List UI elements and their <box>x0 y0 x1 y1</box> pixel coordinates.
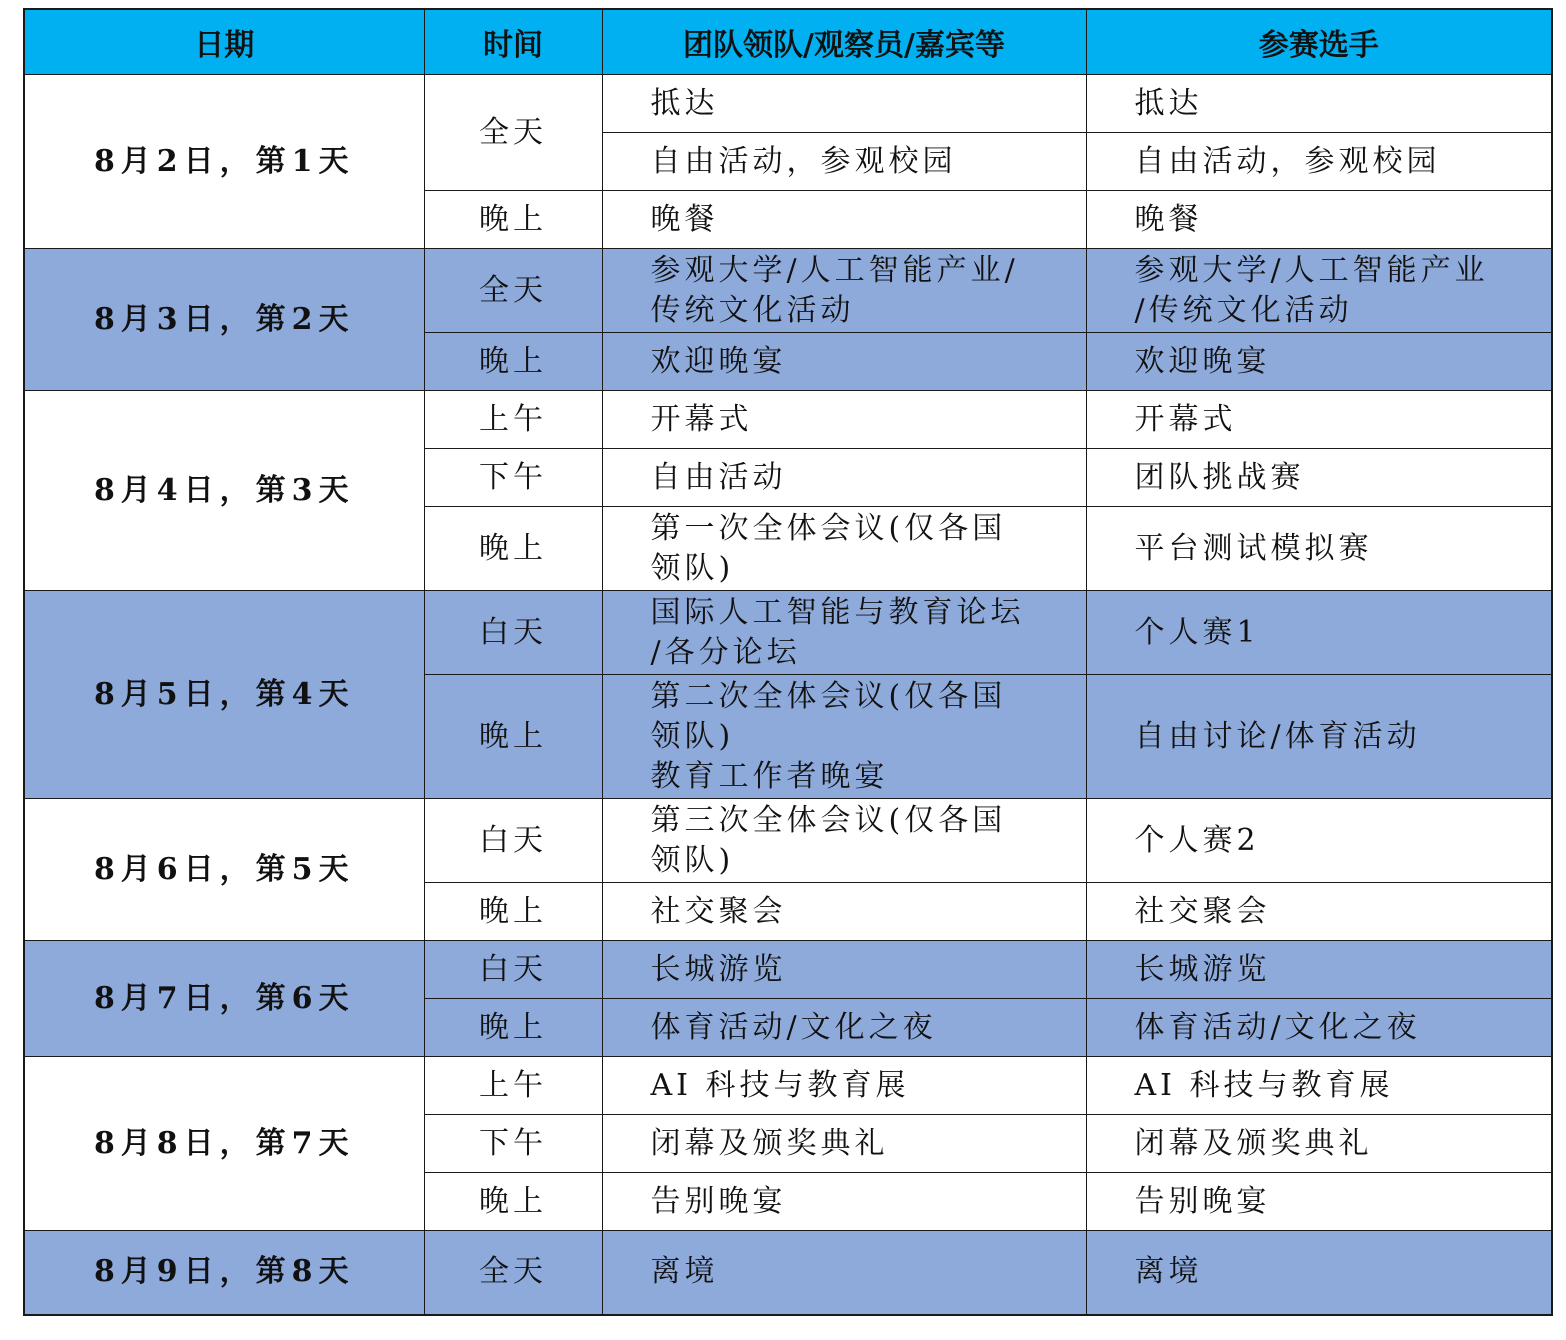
leader-activity-cell <box>602 507 1086 591</box>
student-activity-cell <box>1086 133 1552 191</box>
time-cell: 下午 <box>424 449 602 507</box>
leader-activity-cell <box>602 133 1086 191</box>
student-activity-cell <box>1086 1173 1552 1231</box>
time-cell: 晚上 <box>424 883 602 941</box>
student-activity-line: 闭幕及颁奖典礼 <box>1134 1125 1373 1161</box>
table-row <box>24 591 1552 675</box>
header-time: 时间 <box>424 9 602 75</box>
leader-activity-cell <box>602 75 1086 133</box>
leader-activity-cell <box>602 1231 1086 1315</box>
leader-activity-line: 第一次全体会议(仅各国 <box>650 510 1007 546</box>
student-activity-line: 自由讨论/体育活动 <box>1134 718 1421 754</box>
table-row <box>24 391 1552 449</box>
student-activity-cell <box>1086 883 1552 941</box>
time-cell: 晚上 <box>424 507 602 591</box>
student-activity-line: 抵达 <box>1134 85 1203 121</box>
student-activity-cell <box>1086 1231 1552 1315</box>
leader-activity-line: 自由活动 <box>650 459 787 495</box>
leader-activity-cell <box>602 191 1086 249</box>
leader-activity-line: 社交聚会 <box>650 893 787 929</box>
time-cell: 全天 <box>424 75 602 191</box>
leader-activity-line: AI 科技与教育展 <box>650 1067 910 1103</box>
student-activity-line: 平台测试模拟赛 <box>1134 530 1373 566</box>
date-cell: 8月7日，第6天 <box>24 941 424 1057</box>
student-activity-line: 参观大学/人工智能产业 <box>1134 252 1489 288</box>
date-cell: 8月3日，第2天 <box>24 249 424 391</box>
student-activity-line: /传统文化活动 <box>1134 292 1353 328</box>
header-student: 参赛选手 <box>1086 9 1552 75</box>
student-activity-cell <box>1086 799 1552 883</box>
leader-activity-line: 第二次全体会议(仅各国 <box>650 678 1007 714</box>
leader-activity-line: 领队) <box>650 842 735 878</box>
leader-activity-line: 参观大学/人工智能产业/ <box>650 252 1019 288</box>
time-cell: 全天 <box>424 1231 602 1315</box>
student-activity-cell <box>1086 191 1552 249</box>
leader-activity-line: 晚餐 <box>650 201 719 237</box>
header-date: 日期 <box>24 9 424 75</box>
student-activity-cell <box>1086 1115 1552 1173</box>
table-row <box>24 1231 1552 1315</box>
leader-activity-cell <box>602 333 1086 391</box>
student-activity-cell <box>1086 507 1552 591</box>
date-cell: 8月5日，第4天 <box>24 591 424 799</box>
header-leader: 团队领队/观察员/嘉宾等 <box>602 9 1086 75</box>
leader-activity-cell <box>602 1173 1086 1231</box>
leader-activity-cell <box>602 449 1086 507</box>
student-activity-cell <box>1086 249 1552 333</box>
student-activity-line: 社交聚会 <box>1134 893 1271 929</box>
time-cell: 下午 <box>424 1115 602 1173</box>
leader-activity-line: 长城游览 <box>650 951 787 987</box>
table-header <box>24 9 1552 75</box>
time-cell: 晚上 <box>424 675 602 799</box>
student-activity-cell <box>1086 941 1552 999</box>
table-row <box>24 941 1552 999</box>
leader-activity-line: 告别晚宴 <box>650 1183 787 1219</box>
leader-activity-cell <box>602 249 1086 333</box>
leader-activity-cell <box>602 391 1086 449</box>
leader-activity-cell <box>602 883 1086 941</box>
student-activity-cell <box>1086 391 1552 449</box>
time-cell: 白天 <box>424 941 602 999</box>
leader-activity-line: 欢迎晚宴 <box>650 343 787 379</box>
student-activity-line: 晚餐 <box>1134 201 1203 237</box>
leader-activity-line: /各分论坛 <box>650 634 801 670</box>
student-activity-line: 团队挑战赛 <box>1134 459 1305 495</box>
date-cell: 8月9日，第8天 <box>24 1231 424 1315</box>
student-activity-cell <box>1086 675 1552 799</box>
date-cell: 8月2日，第1天 <box>24 75 424 249</box>
table-body <box>24 75 1552 1315</box>
leader-activity-cell <box>602 941 1086 999</box>
student-activity-cell <box>1086 75 1552 133</box>
leader-activity-line: 自由活动，参观校园 <box>650 143 957 179</box>
leader-activity-line: 离境 <box>650 1254 719 1290</box>
date-cell: 8月8日，第7天 <box>24 1057 424 1231</box>
leader-activity-line: 领队) <box>650 550 735 586</box>
student-activity-line: 个人赛2 <box>1134 822 1260 858</box>
leader-activity-cell <box>602 1057 1086 1115</box>
student-activity-line: 自由活动，参观校园 <box>1134 143 1441 179</box>
student-activity-line: 告别晚宴 <box>1134 1183 1271 1219</box>
time-cell: 上午 <box>424 1057 602 1115</box>
time-cell: 上午 <box>424 391 602 449</box>
time-cell: 晚上 <box>424 1173 602 1231</box>
time-cell: 晚上 <box>424 333 602 391</box>
time-cell: 晚上 <box>424 999 602 1057</box>
student-activity-line: 开幕式 <box>1134 401 1237 437</box>
leader-activity-line: 领队) <box>650 718 735 754</box>
date-cell: 8月6日，第5天 <box>24 799 424 941</box>
leader-activity-cell <box>602 591 1086 675</box>
time-cell: 白天 <box>424 799 602 883</box>
student-activity-line: 体育活动/文化之夜 <box>1134 1009 1421 1045</box>
leader-activity-line: 抵达 <box>650 85 719 121</box>
student-activity-line: 欢迎晚宴 <box>1134 343 1271 379</box>
leader-activity-cell <box>602 675 1086 799</box>
student-activity-cell <box>1086 591 1552 675</box>
student-activity-cell <box>1086 999 1552 1057</box>
student-activity-cell <box>1086 333 1552 391</box>
schedule-table <box>23 8 1553 1316</box>
leader-activity-cell <box>602 1115 1086 1173</box>
time-cell: 晚上 <box>424 191 602 249</box>
student-activity-line: 长城游览 <box>1134 951 1271 987</box>
leader-activity-line: 国际人工智能与教育论坛 <box>650 594 1025 630</box>
student-activity-line: 离境 <box>1134 1254 1203 1290</box>
leader-activity-line: 开幕式 <box>650 401 753 437</box>
leader-activity-line: 传统文化活动 <box>650 292 855 328</box>
table-row <box>24 799 1552 883</box>
leader-activity-line: 闭幕及颁奖典礼 <box>650 1125 889 1161</box>
leader-activity-line: 体育活动/文化之夜 <box>650 1009 937 1045</box>
time-cell: 全天 <box>424 249 602 333</box>
student-activity-cell <box>1086 449 1552 507</box>
table-row <box>24 75 1552 133</box>
leader-activity-line: 教育工作者晚宴 <box>650 758 889 794</box>
leader-activity-cell <box>602 999 1086 1057</box>
time-cell: 白天 <box>424 591 602 675</box>
student-activity-cell <box>1086 1057 1552 1115</box>
leader-activity-line: 第三次全体会议(仅各国 <box>650 802 1007 838</box>
date-cell: 8月4日，第3天 <box>24 391 424 591</box>
student-activity-line: 个人赛1 <box>1134 614 1260 650</box>
table-row <box>24 1057 1552 1115</box>
student-activity-line: AI 科技与教育展 <box>1134 1067 1394 1103</box>
leader-activity-cell <box>602 799 1086 883</box>
table-row <box>24 249 1552 333</box>
